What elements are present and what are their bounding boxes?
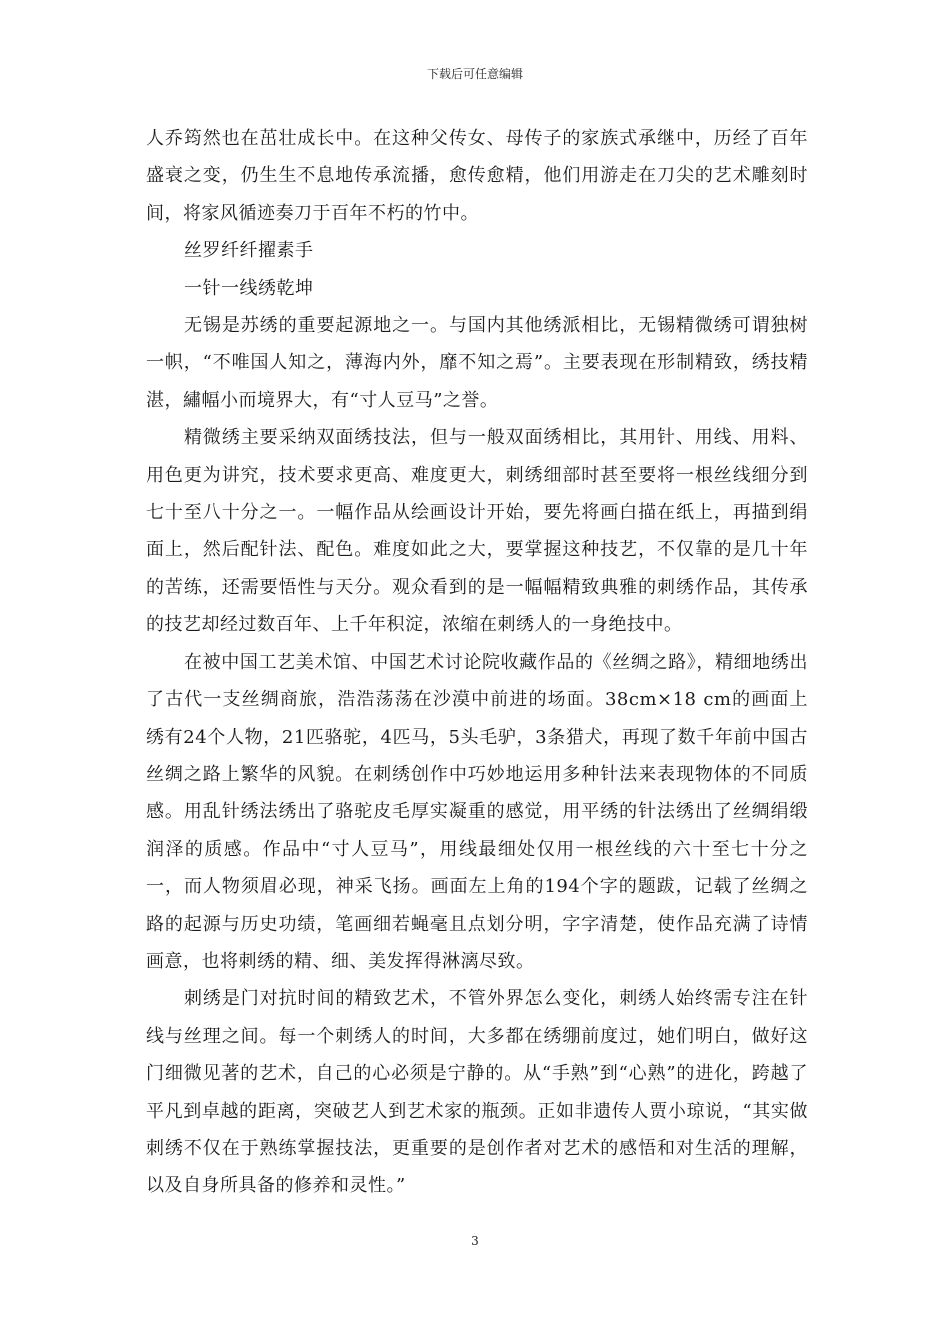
section-heading-line-1: 丝罗纤纤擢素手 [184, 240, 314, 262]
section-heading-line-2: 一针一线绣乾坤 [184, 277, 314, 299]
paragraph: 在被中国工艺美术馆、中国艺术讨论院收藏作品的《丝绸之路》，精细地绣出了古代一支丝绸商旅，浩浩荡荡在沙漠中前进的场面。38cm×18 cm的画面上绣有24个人物，21匹骆驼，4匹马，5头毛驴，3条猎犬，再现了数千年前中国古丝绸之路上繁华的风貌。在刺绣创作中巧妙地运用多种针法来表现物体的不同质感。用乱针绣法绣出了骆驼皮毛厚实凝重的感觉，用平绣的针法绣出了丝绸绢缎润泽的质感。作品中“寸人豆马”，用线最细处仅用一根丝线的六十至七十分之一，而人物须眉必现，神采飞扬。画面左上角的194个字的题跋，记载了丝绸之路的起源与历史功绩，笔画细若蝇毫且点划分明，字字清楚，使作品充满了诗情画意，也将刺绣的精、细、美发挥得淋漓尽致。 [146, 651, 808, 972]
page-number: 3 [471, 1234, 479, 1248]
paragraph-continued: 人乔筠然也在茁壮成长中。在这种父传女、母传子的家族式承继中，历经了百年盛衰之变，仍生生不息地传承流播，愈传愈精，他们用游走在刀尖的艺术雕刻时间，将家风循迹奏刀于百年不朽的竹中。 [146, 128, 808, 224]
page-header: 下载后可任意编辑 [426, 67, 523, 81]
paragraph: 精微绣主要采纳双面绣技法，但与一般双面绣相比，其用针、用线、用料、用色更为讲究，技术要求更高、难度更大，刺绣细部时甚至要将一根丝线细分到七十至八十分之一。一幅作品从绘画设计开始，要先将画白描在纸上，再描到绢面上，然后配针法、配色。难度如此之大，要掌握这种技艺，不仅靠的是几十年的苦练，还需要悟性与天分。观众看到的是一幅幅精致典雅的刺绣作品，其传承的技艺却经过数百年、上千年积淀，浓缩在刺绣人的一身绝技中。 [146, 427, 808, 636]
paragraph: 刺绣是门对抗时间的精致艺术，不管外界怎么变化，刺绣人始终需专注在针线与丝理之间。每一个刺绣人的时间，大多都在绣绷前度过，她们明白，做好这门细微见著的艺术，自己的心必须是宁静的。从“手熟”到“心熟”的进化，跨越了平凡到卓越的距离，突破艺人到艺术家的瓶颈。正如非遗传人贾小琼说，“其实做刺绣不仅在于熟练掌握技法，更重要的是创作者对艺术的感悟和对生活的理解，以及自身所具备的修养和灵性。” [146, 988, 808, 1197]
document-body [146, 120, 808, 1205]
paragraph: 无锡是苏绣的重要起源地之一。与国内其他绣派相比，无锡精微绣可谓独树一帜，“不唯国人知之，薄海内外，靡不知之焉”。主要表现在形制精致，绣技精湛，繡幅小而境界大，有“寸人豆马”之誉。 [146, 315, 808, 411]
